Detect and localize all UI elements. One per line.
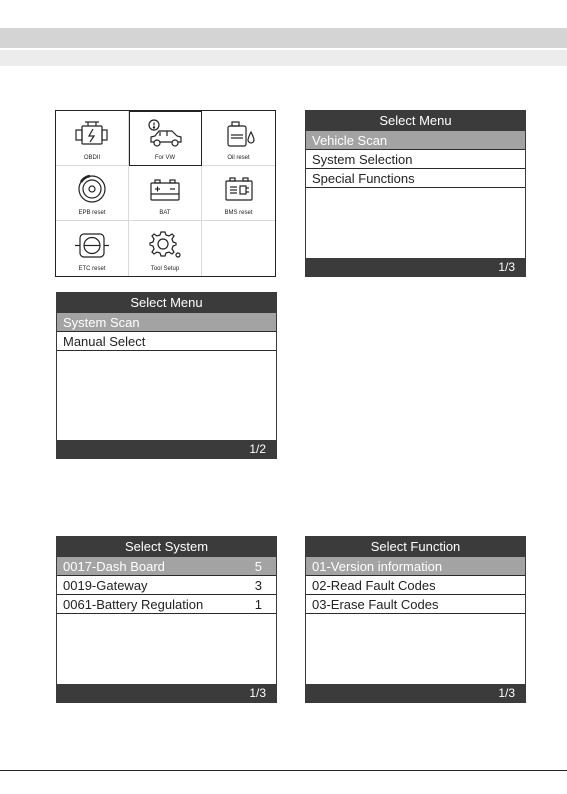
page-indicator: 1/2	[57, 440, 276, 458]
list-item-label: 02-Read Fault Codes	[312, 578, 436, 593]
page-indicator: 1/3	[57, 684, 276, 702]
list-item-system[interactable]	[57, 595, 276, 614]
menu-item-oil-reset[interactable]	[202, 111, 275, 166]
engine-icon	[72, 118, 112, 150]
car-warning-icon	[145, 118, 185, 150]
menu-item-etc-reset[interactable]	[56, 221, 129, 276]
list-item-manual-select[interactable]	[57, 332, 276, 351]
throttle-icon	[72, 229, 112, 261]
list-item-label: 0017-Dash Board	[63, 559, 165, 574]
screen-title: Select Function	[306, 537, 525, 557]
page-indicator: 1/3	[306, 684, 525, 702]
list-item-label: 0061-Battery Regulation	[63, 597, 204, 612]
menu-grid-empty-cell	[202, 221, 275, 276]
list-item-label: 03-Erase Fault Codes	[312, 597, 439, 612]
list-item-system-scan[interactable]	[57, 313, 276, 332]
list-item-label: 0019-Gateway	[63, 578, 148, 593]
screen-title: Select System	[57, 537, 276, 557]
list-item-function[interactable]	[306, 557, 525, 576]
list-item-system[interactable]	[57, 576, 276, 595]
list-item-label: Vehicle Scan	[312, 133, 388, 148]
battery-management-icon	[219, 173, 259, 205]
oil-can-icon	[219, 118, 259, 150]
gear-icon	[145, 229, 185, 261]
menu-item-label: Tool Setup	[150, 266, 180, 272]
fault-count: 5	[254, 559, 262, 574]
menu-item-tool-setup[interactable]	[129, 221, 202, 276]
list-item-system-selection[interactable]	[306, 150, 525, 169]
menu-item-label: BAT	[159, 210, 171, 216]
menu-item-label: Oil reset	[227, 155, 250, 161]
main-menu-grid	[55, 110, 276, 277]
menu-item-epb-reset[interactable]	[56, 166, 129, 221]
fault-count: 3	[254, 578, 262, 593]
menu-item-obdii[interactable]	[56, 111, 129, 166]
subheader-band	[0, 50, 567, 66]
menu-item-bms-reset[interactable]	[202, 166, 275, 221]
list-item-label: System Scan	[63, 315, 140, 330]
list-item-function[interactable]	[306, 595, 525, 614]
list-item-function[interactable]	[306, 576, 525, 595]
fault-count: 1	[254, 597, 262, 612]
footer-divider	[0, 770, 567, 771]
menu-item-label: BMS reset	[224, 210, 253, 216]
menu-item-label: ETC reset	[78, 266, 106, 272]
menu-item-for-vw[interactable]	[129, 111, 202, 166]
list-item-label: 01-Version information	[312, 559, 443, 574]
menu-item-bat[interactable]	[129, 166, 202, 221]
battery-icon	[145, 173, 185, 205]
select-system-screen	[56, 536, 277, 703]
list-item-special-functions[interactable]	[306, 169, 525, 188]
header-band	[0, 28, 567, 48]
screen-title: Select Menu	[306, 111, 525, 131]
menu-item-label: EPB reset	[78, 210, 106, 216]
screen-title: Select Menu	[57, 293, 276, 313]
menu-item-label: For VW	[154, 155, 176, 161]
select-menu-screen	[305, 110, 526, 277]
select-function-screen	[305, 536, 526, 703]
list-item-label: System Selection	[312, 152, 413, 167]
list-item-vehicle-scan[interactable]	[306, 131, 525, 150]
list-item-label: Special Functions	[312, 171, 415, 186]
menu-item-label: OBDII	[83, 155, 101, 161]
list-item-label: Manual Select	[63, 334, 146, 349]
list-item-system[interactable]	[57, 557, 276, 576]
page-indicator: 1/3	[306, 258, 525, 276]
select-menu-screen	[56, 292, 277, 459]
brake-disc-icon	[72, 173, 112, 205]
